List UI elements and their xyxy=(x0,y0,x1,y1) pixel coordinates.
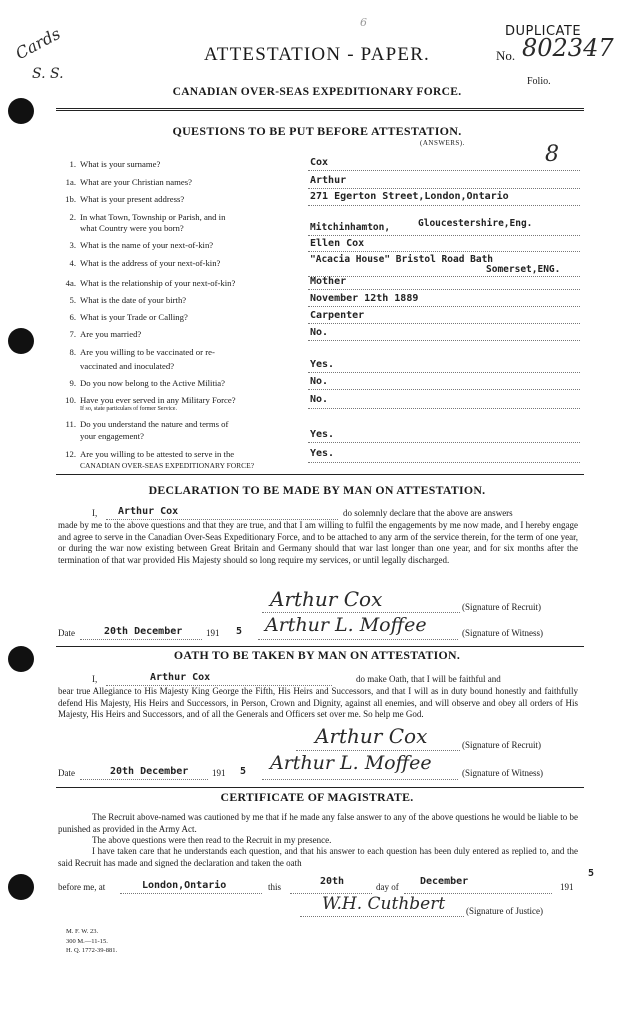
answer-next-of-kin-address-2: Somerset,ENG. xyxy=(486,264,561,275)
year-digit: 5 xyxy=(236,626,243,637)
fill-line xyxy=(80,779,208,780)
fill-line xyxy=(300,916,464,917)
date-label: Date xyxy=(58,768,75,778)
answer-line xyxy=(308,170,580,171)
fill-line xyxy=(120,893,262,894)
questions-title: QUESTIONS TO BE PUT BEFORE ATTESTATION. xyxy=(172,124,462,138)
date-label: Date xyxy=(58,628,75,638)
justice-signature-label: (Signature of Justice) xyxy=(466,906,543,916)
magistrate-read: The above questions were then read to the Recruit in my presence. xyxy=(92,835,332,845)
form-code: M. F. W. 23. xyxy=(66,928,99,935)
punch-hole xyxy=(8,98,34,124)
witness-signature-label: (Signature of Witness) xyxy=(462,628,543,638)
declaration-witness-signature: Arthur L. Moffee xyxy=(265,614,427,636)
magistrate-title: CERTIFICATE OF MAGISTRATE. xyxy=(220,790,414,804)
divider xyxy=(56,646,584,647)
answer-understand-terms: Yes. xyxy=(310,429,335,440)
fill-line xyxy=(80,639,202,640)
answer-line xyxy=(308,205,580,206)
answer-trade: Carpenter xyxy=(310,310,365,321)
this-label: this xyxy=(268,882,282,892)
margin-note: Cards xyxy=(12,23,64,64)
answer-line xyxy=(308,251,580,252)
hq-reference: H. Q. 1772-39-881. xyxy=(66,947,118,954)
oath-witness-signature: Arthur L. Moffee xyxy=(270,752,432,774)
answer-line xyxy=(308,389,580,390)
answer-line xyxy=(308,372,580,373)
answer-line xyxy=(308,462,580,463)
declaration-title: DECLARATION TO BE MADE BY MAN ON ATTESTATION. xyxy=(148,483,486,497)
day-of-label: day of xyxy=(376,882,399,892)
oath-text-start: do make Oath, that I will be faithful and xyxy=(356,674,501,684)
declaration-date: 20th December xyxy=(104,626,183,637)
year-prefix: 191 xyxy=(212,768,226,778)
answer-christian-names: Arthur xyxy=(310,175,347,186)
answer-next-of-kin-address: "Acacia House" Bristol Road Bath xyxy=(310,254,494,265)
answer-line xyxy=(308,306,580,307)
declaration-recruit-signature: Arthur Cox xyxy=(270,587,383,611)
answer-military-service: No. xyxy=(310,394,329,405)
answer-next-of-kin: Ellen Cox xyxy=(310,238,365,249)
answer-line xyxy=(308,235,580,236)
year-prefix: 191 xyxy=(560,882,574,892)
folio-label: Folio. xyxy=(527,76,551,87)
declaration-name: Arthur Cox xyxy=(118,506,179,517)
magistrate-day: 20th xyxy=(320,876,345,887)
declaration-pronoun: I, xyxy=(92,508,98,518)
oath-name: Arthur Cox xyxy=(150,672,211,683)
answer-married: No. xyxy=(310,327,329,338)
answer-willing-to-serve: Yes. xyxy=(310,448,335,459)
divider xyxy=(56,474,584,475)
duplicate-stamp: DUPLICATE xyxy=(505,24,582,39)
page-subtitle: CANADIAN OVER-SEAS EXPEDITIONARY FORCE. xyxy=(172,86,462,98)
oath-recruit-label: (Signature of Recruit) xyxy=(462,740,541,750)
fill-line xyxy=(262,612,460,613)
punch-hole xyxy=(8,328,34,354)
answer-vaccinated: Yes. xyxy=(310,359,335,370)
regimental-number: 802347 xyxy=(522,34,614,62)
fill-line xyxy=(296,750,460,751)
fill-line xyxy=(262,779,458,780)
oath-title: OATH TO BE TAKEN BY MAN ON ATTESTATION. xyxy=(173,648,461,662)
answer-line xyxy=(308,340,580,341)
page-title: ATTESTATION - PAPER. xyxy=(203,44,431,65)
answer-birthplace-county: Gloucestershire,Eng. xyxy=(418,218,533,229)
answers-label: (ANSWERS). xyxy=(420,139,465,147)
divider xyxy=(56,108,584,109)
answer-line xyxy=(308,289,580,290)
oath-date: 20th December xyxy=(110,766,189,777)
answer-line xyxy=(308,442,580,443)
justice-signature: W.H. Cuthbert xyxy=(322,894,446,914)
oath-witness-label: (Signature of Witness) xyxy=(462,768,543,778)
answer-line xyxy=(308,408,580,409)
small-mark: 6 xyxy=(360,16,367,29)
answer-line xyxy=(308,323,580,324)
declaration-text-start: do solemnly declare that the above are answers xyxy=(343,508,513,518)
punch-hole xyxy=(8,874,34,900)
declaration-body: made by me to the above questions and that they are true, and that I am willing to fulfil the engagements by me now made, and I hereby engage and agree to serve in the Canadian Over-Seas Expeditionary Force, and to be attached to any arm of the service therein, for the term of one year, or during the war now existing between Great Britain and Germany should that war last longer than one year, and for six months after the termination of that war provided His Majesty should so long require my services, or until legally discharged. xyxy=(58,520,578,565)
answer-present-address: 271 Egerton Street,London,Ontario xyxy=(310,191,509,202)
answer-date-of-birth: November 12th 1889 xyxy=(310,293,419,304)
question-note: If so, state particulars of former Service. xyxy=(80,406,177,412)
divider xyxy=(56,787,584,788)
margin-note: S. S. xyxy=(32,66,64,82)
magistrate-place: London,Ontario xyxy=(142,880,227,891)
print-run: 300 M.—11-15. xyxy=(66,938,108,945)
year-digit: 5 xyxy=(240,766,247,777)
magistrate-care: I have taken care that he understands each question, and that his answer to each question has been duly entered as replied to, and the said Recruit has made and signed the declaration and taken the oath xyxy=(58,846,578,868)
divider xyxy=(56,110,584,111)
attestation-paper: Cards S. S. 6 DUPLICATE No. 802347 Folio. ATTESTATION - PAPER. CANADIAN OVER-SEAS EXPEDITIONARY FORCE. QUESTIONS TO BE PUT BEFORE ATTESTATION. (ANSWERS). 8 1. What is your surname? Cox 1a. What are your Christian names? Arthur 1b. What is your present address? 271 Egerton Street,London,Ontario 2. In what Town, Township or Parish, and in what Country were you born? Mitchinhamton, Gloucestershire,Eng. 3. What is the name of your next-of-kin? Ellen Cox 4. What is the address of your next-of-kin? "Acacia House" Bristol Road Bath Somerset,ENG. 4a. What is the relationship of your next-of-kin? Mother 5. What is the date of your birth? November 12th 1889 6. What is your Trade or Calling? Carpenter 7. Are you married? No. 8. Are you willing to be vaccinated or re- vaccinated and inoculated? Yes. 9. Do you now belong to the Active Militia? No. 10. Have you ever served in any Military Force? If so, state particulars of former Service. No. 11. Do you understand the nature and terms of your engagement? Yes. 12. Are you willing to be attested to serve in the CANADIAN OVER-SEAS EXPEDITIONARY FORCE? Yes. DECLARATION TO BE MADE BY MAN ON ATTESTATION. I, Arthur Cox do solemnly declare that the above are answers made by me to the above questions and that they are true, and that I am willing to fulfil the engagements by me now made, and I hereby engage and agree to serve in the Canadian Over-Seas Expeditionary Force, and to be attached to any arm of the service therein, for the term of one year, or during the war now existing between Great Britain and Germany should that war last longer than one year, and for six months after the termination of that war provided His Majesty should so long require my services, or until legally discharged. Arthur Cox (Signature of Recruit) Date 20th December 191 5 Arthur L. Moffee (Signature of Witness) OATH TO BE TAKEN BY MAN ON ATTESTATION. I, Arthur Cox do make Oath, that I will be faithful and bear true Allegiance to His Majesty King George the Fifth, His Heirs and Successors, and that I will as in duty bound honestly and faithfully defend His Majesty, His Heirs and Successors, in Person, Crown and Dignity, against all enemies, and will observe and obey all orders of His Majesty, His Heirs and Successors, and of all the Generals and Officers set over me. So help me God. Arthur Cox (Signature of Recruit) Date 20th December 191 5 Arthur L. Moffee (Signature of Witness) CERTIFICATE OF MAGISTRATE. The Recruit above-named was cautioned by me that if he made any false answer to any of the above questions he would be liable to be punished as provided in the Army Act. The above questions were then read to the Recruit in my presence. I have taken care that he understands each question, and that his answer to each question has been duly entered as replied to, and the said Recruit has made and signed the declaration and taken the oath before me, at London,Ontario this 20th day of December 191 5 W.H. Cuthbert (Signature of Justice) M. F. W. 23. 300 M.—11-15. H. Q. 1772-39-881. xyxy=(0,0,634,1024)
answer-birthplace: Mitchinhamton, xyxy=(310,222,391,233)
number-label: No. xyxy=(496,48,516,63)
oath-pronoun: I, xyxy=(92,674,98,684)
magistrate-month: December xyxy=(420,876,469,887)
answer-line xyxy=(308,276,580,277)
oath-recruit-signature: Arthur Cox xyxy=(315,724,428,748)
check-mark: 8 xyxy=(545,142,559,167)
oath-body: bear true Allegiance to His Majesty King George the Fifth, His Heirs and Successors, and that I will as in duty bound honestly and faithfully defend His Majesty, His Heirs and Successors, in Person, Crown and Dignity, against all enemies, and will observe and obey all orders of His Majesty, His Heirs and Successors, and of all the Generals and Officers set over me. So help me God. xyxy=(58,686,578,719)
year-digit: 5 xyxy=(588,868,595,879)
year-prefix: 191 xyxy=(206,628,220,638)
magistrate-caution: The Recruit above-named was cautioned by me that if he made any false answer to any of the above questions he would be liable to be punished as provided in the Army Act. xyxy=(58,812,578,834)
answer-relationship: Mother xyxy=(310,276,347,287)
answer-active-militia: No. xyxy=(310,376,329,387)
before-me-label: before me, at xyxy=(58,882,106,892)
recruit-signature-label: (Signature of Recruit) xyxy=(462,602,541,612)
answer-line xyxy=(308,188,580,189)
answer-surname: Cox xyxy=(310,157,329,168)
fill-line xyxy=(258,639,458,640)
